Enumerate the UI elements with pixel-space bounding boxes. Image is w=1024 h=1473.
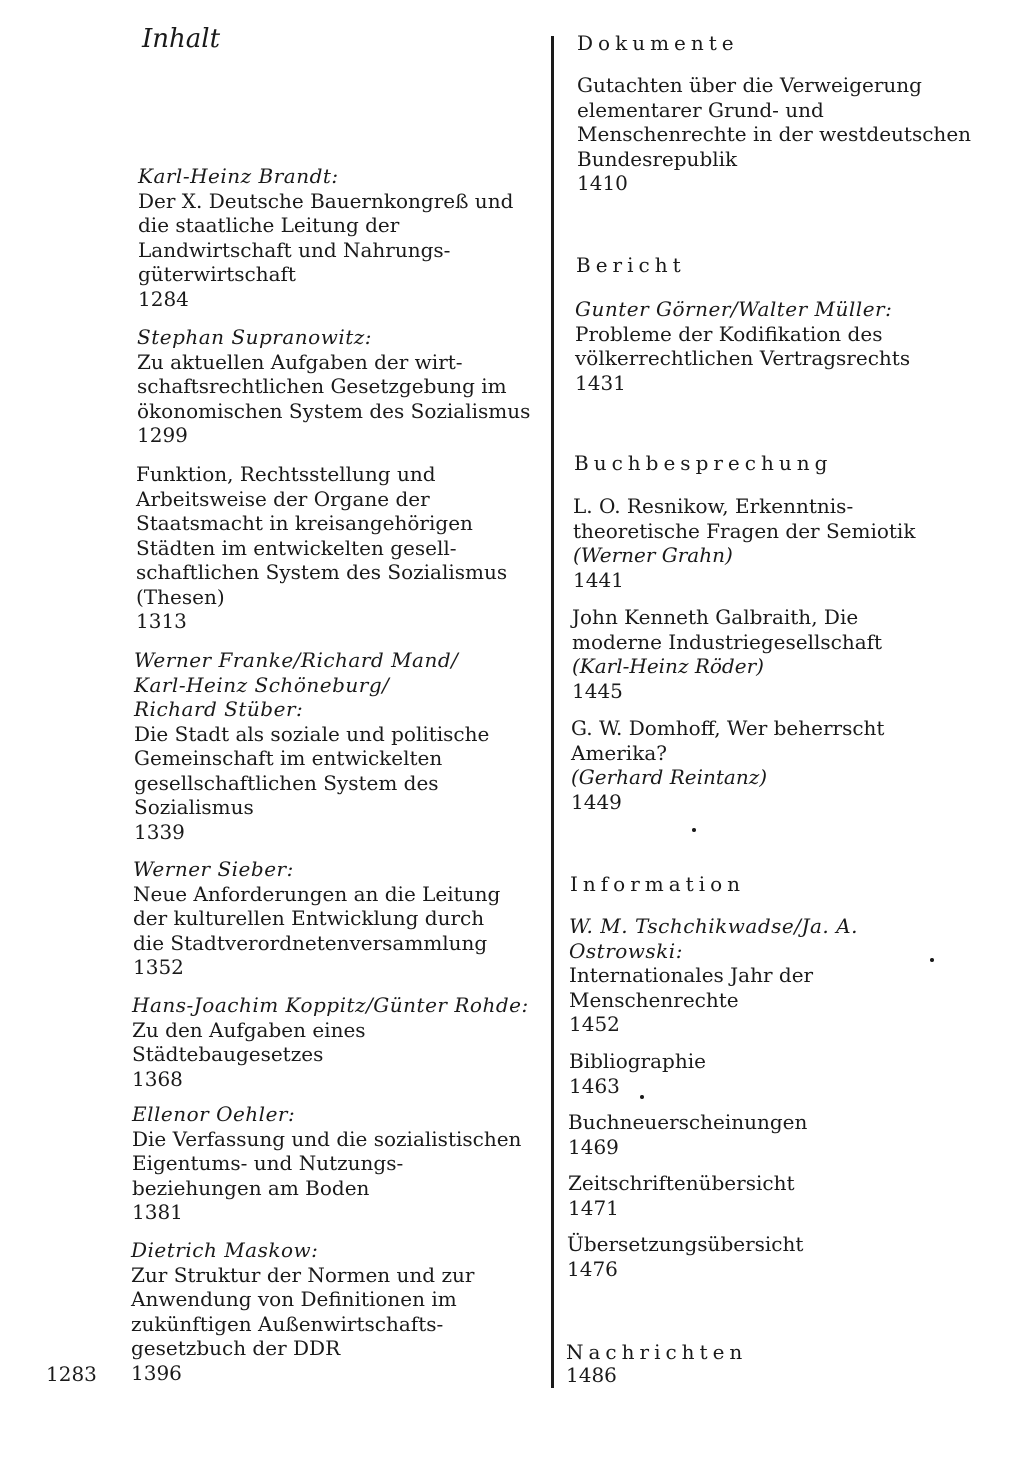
entry-page-number: 1381 (132, 1200, 183, 1224)
entry-title-line: Buchneuerscheinungen (568, 1110, 808, 1134)
entry-title-line: (Thesen) (136, 584, 225, 609)
entry-title-line: zukünftigen Außenwirtschafts- (131, 1311, 444, 1336)
entry-author: Ellenor Oehler: (132, 1102, 296, 1126)
print-speck (640, 1095, 644, 1099)
entry-title-line: theoretische Fragen der Semiotik (573, 518, 916, 543)
entry-page-number: 1476 (567, 1256, 618, 1281)
entry-author: Stephan Supranowitz: (137, 325, 373, 349)
entry-reviewer: (Werner Grahn) (573, 543, 733, 567)
toc-entry-gutachten[interactable] (577, 73, 1007, 196)
entry-title-line: güterwirtschaft (138, 262, 296, 286)
toc-entry-oehler[interactable] (132, 1102, 546, 1225)
entry-title-line: Zur Struktur der Normen und zur (131, 1262, 475, 1287)
toc-entry-domhoff[interactable] (571, 716, 1003, 814)
toc-entry-franke[interactable] (134, 648, 546, 844)
toc-entry-sieber[interactable] (133, 857, 545, 980)
entry-title-line: G. W. Domhoff, Wer beherrscht (571, 716, 885, 740)
entry-page-number: 1431 (575, 370, 626, 395)
entry-title-line: der kulturellen Entwicklung durch (133, 906, 485, 930)
entry-page-number: 1445 (572, 678, 623, 703)
entry-title-line: John Kenneth Galbraith, Die (572, 605, 859, 629)
entry-title-line: Die Stadt als soziale und politische (134, 721, 490, 746)
entry-title-line: Gemeinschaft im entwickelten (134, 746, 443, 770)
entry-title-line: Zu den Aufgaben eines (132, 1017, 366, 1042)
entry-title-line: gesellschaftlichen System des (134, 770, 439, 795)
entry-page-number: 1339 (134, 819, 185, 844)
entry-title-line: ökonomischen System des Sozialismus (137, 398, 531, 423)
entry-title-line: Zeitschriftenübersicht (568, 1171, 795, 1195)
entry-author: Dietrich Maskow: (131, 1238, 319, 1262)
entry-author: Werner Franke/Richard Mand/ Karl-Heinz Schöneburg/ Richard Stüber: (134, 648, 459, 721)
entry-title-line: Übersetzungsübersicht (567, 1232, 804, 1256)
entry-page-number: 1441 (573, 567, 624, 592)
entry-page-number: 1486 (566, 1363, 617, 1387)
section-information: Information (570, 872, 746, 896)
entry-page-number: 1313 (136, 609, 187, 633)
entry-page-number: 1449 (571, 789, 622, 814)
section-buchbesprechung: Buchbesprechung (574, 451, 833, 475)
toc-entry-uebersetzungsuebersicht[interactable] (567, 1232, 999, 1281)
entry-title-line: die staatliche Leitung der (138, 213, 400, 237)
entry-title-line: schaftsrechtlichen Gesetzgebung im (137, 374, 507, 398)
toc-entry-maskow[interactable] (131, 1238, 545, 1385)
entry-page-number: 1452 (569, 1012, 620, 1036)
entry-page-number: 1410 (577, 171, 628, 195)
entry-reviewer: (Karl-Heinz Röder) (572, 654, 764, 678)
entry-title-line: Internationales Jahr der (569, 963, 814, 987)
entry-title-line: Bundesrepublik (577, 146, 738, 171)
entry-page-number: 1469 (568, 1134, 619, 1159)
entry-author: Gunter Görner/Walter Müller: (575, 297, 893, 321)
entry-page-number: 1463 (569, 1073, 620, 1098)
toc-entry-koppitz[interactable] (132, 993, 546, 1091)
column-divider (551, 36, 554, 1388)
toc-entry-supranowitz[interactable] (137, 325, 547, 448)
section-bericht: Bericht (576, 253, 686, 277)
entry-title-line: schaftlichen System des Sozialismus (136, 560, 508, 584)
entry-title-line: völkerrechtlichen Vertragsrechts (575, 346, 911, 370)
toc-entry-buchneuerscheinungen[interactable] (568, 1110, 1000, 1159)
entry-title-line: Eigentums- und Nutzungs- (132, 1151, 404, 1175)
entry-title-line: Städten im entwickelten gesell- (136, 535, 457, 560)
toc-entry-resnikow[interactable] (573, 494, 1005, 592)
entry-page-number: 1368 (132, 1066, 183, 1091)
toc-entry-tschchikwadse[interactable] (569, 914, 1001, 1037)
entry-author: Karl-Heinz Brandt: (138, 164, 339, 188)
entry-author: Hans-Joachim Koppitz/Günter Rohde: (132, 993, 529, 1017)
toc-entry-zeitschriftenuebersicht[interactable] (568, 1171, 1000, 1220)
entry-title-line: Die Verfassung und die sozialistischen (132, 1126, 522, 1151)
entry-title-line: Der X. Deutsche Bauernkongreß und (138, 188, 514, 213)
entry-title-line: Gutachten über die Verweigerung (577, 73, 922, 97)
entry-title-line: Sozialismus (134, 795, 254, 819)
entry-page-number: 1352 (133, 955, 184, 979)
entry-title-line: Bibliographie (569, 1049, 706, 1073)
toc-entry-bibliographie[interactable] (569, 1049, 1001, 1098)
entry-title-line: elementarer Grund- und (577, 97, 824, 122)
toc-entry-nachrichten[interactable] (566, 1363, 998, 1388)
print-speck (930, 958, 934, 962)
entry-page-number: 1396 (131, 1360, 182, 1385)
entry-title-line: Amerika? (571, 740, 667, 765)
print-speck (692, 828, 696, 832)
entry-title-line: L. O. Resnikow, Erkenntnis- (573, 494, 854, 518)
entry-title-line: Funktion, Rechtsstellung und (136, 462, 436, 486)
entry-author: Werner Sieber: (133, 857, 294, 881)
toc-entry-thesen[interactable] (136, 462, 546, 634)
page-title: Inhalt (142, 24, 221, 54)
toc-entry-brandt[interactable] (138, 164, 548, 311)
entry-page-number: 1299 (137, 423, 188, 447)
entry-title-line: die Stadtverordnetenversammlung (133, 930, 488, 955)
entry-title-line: Zu aktuellen Aufgaben der wirt- (137, 349, 463, 374)
entry-title-line: moderne Industriegesellschaft (572, 629, 883, 654)
entry-title-line: gesetzbuch der DDR (131, 1336, 341, 1360)
entry-page-number: 1471 (568, 1195, 619, 1220)
entry-author: W. M. Tschchikwadse/Ja. A. Ostrowski: (569, 914, 858, 963)
entry-reviewer: (Gerhard Reintanz) (571, 765, 768, 789)
entry-title-line: Städtebaugesetzes (132, 1042, 324, 1066)
page-folio: 1283 (46, 1362, 97, 1386)
section-nachrichten: Nachrichten (566, 1340, 748, 1364)
entry-title-line: Probleme der Kodifikation des (575, 321, 883, 346)
entry-title-line: Landwirtschaft und Nahrungs- (138, 237, 451, 262)
entry-title-line: Menschenrechte (569, 987, 739, 1012)
entry-page-number: 1284 (138, 286, 189, 311)
entry-title-line: Menschenrechte in der westdeutschen (577, 122, 972, 146)
entry-title-line: beziehungen am Boden (132, 1175, 370, 1200)
entry-title-line: Staatsmacht in kreisangehörigen (136, 511, 473, 535)
toc-entry-galbraith[interactable] (572, 605, 1004, 703)
section-dokumente: Dokumente (577, 31, 739, 55)
entry-title-line: Neue Anforderungen an die Leitung (133, 881, 501, 906)
entry-title-line: Arbeitsweise der Organe der (136, 486, 430, 511)
toc-entry-goerner[interactable] (575, 297, 1005, 395)
entry-title-line: Anwendung von Definitionen im (131, 1287, 457, 1311)
